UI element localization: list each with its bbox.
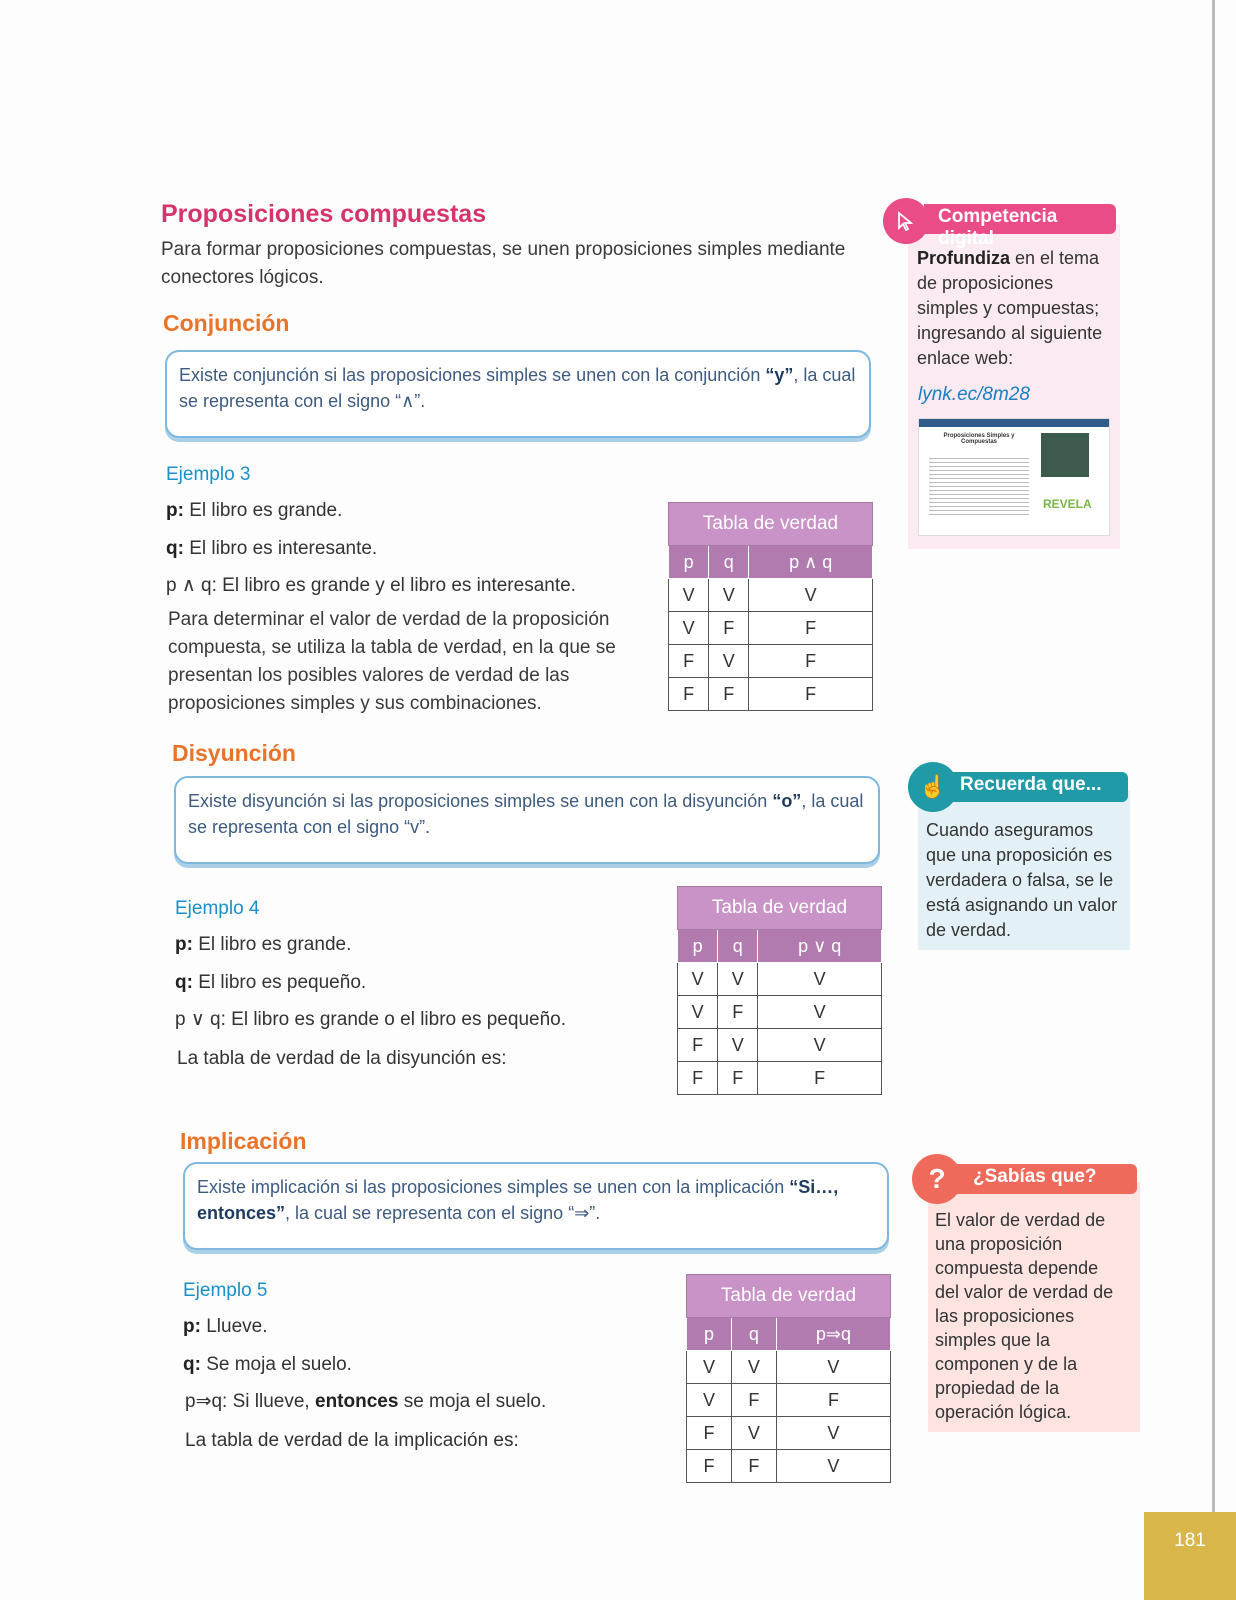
- thumb-title: Proposiciones Simples y Compuestas: [943, 433, 1015, 445]
- table-row: [678, 1062, 882, 1095]
- table-cell: F: [749, 678, 873, 711]
- table-cell: F: [678, 1062, 718, 1095]
- web-thumbnail[interactable]: [918, 418, 1110, 536]
- table-header-cell: p ∧ q: [749, 546, 873, 579]
- table-cell: V: [687, 1351, 732, 1384]
- table-cell: F: [678, 1029, 718, 1062]
- recuerda-text: Cuando aseguramos que una proposición es verdadera o falsa, se le está asignando un valor de verdad.: [926, 820, 1118, 940]
- thumb-logo: REVELA: [1043, 497, 1092, 511]
- page-edge: [1212, 0, 1215, 1600]
- hand-icon: ☝: [908, 762, 958, 812]
- example-4-pq: p ∨ q: El libro es grande o el libro es pequeño.: [175, 1009, 566, 1030]
- table-row: [669, 678, 873, 711]
- table-caption: Tabla de verdad: [669, 503, 873, 546]
- table-cell: V: [678, 996, 718, 1029]
- table-cell: V: [776, 1417, 890, 1450]
- disyuncion-heading: Disyunción: [172, 740, 296, 766]
- competencia-digital-link[interactable]: lynk.ec/8m28: [918, 384, 1030, 405]
- table-row: [678, 963, 882, 996]
- example-3-explanation: Para determinar el valor de verdad de la proposición compuesta, se utiliza la tabla de verdad, en la que se presentan los posibles valores de verdad de las proposiciones simples y sus combinaciones.: [168, 609, 616, 714]
- truth-table-implicacion: [686, 1274, 891, 1483]
- table-row: [678, 996, 882, 1029]
- example-3-pq: p ∧ q: El libro es grande y el libro es interesante.: [166, 575, 576, 596]
- table-caption: Tabla de verdad: [678, 887, 882, 930]
- example-3-q: q: El libro es interesante.: [166, 538, 378, 559]
- table-cell: V: [709, 579, 749, 612]
- table-row: [687, 1450, 891, 1483]
- table-cell: V: [718, 963, 758, 996]
- recuerda-tag: Recuerda que...: [948, 772, 1128, 802]
- table-cell: V: [718, 1029, 758, 1062]
- table-row: [678, 1029, 882, 1062]
- page-title: Proposiciones compuestas: [161, 200, 487, 228]
- implicacion-definition: [183, 1162, 889, 1250]
- table-caption: Tabla de verdad: [687, 1275, 891, 1318]
- table-row: [687, 1417, 891, 1450]
- intro-text: Para formar proposiciones compuestas, se unen proposiciones simples mediante conectores lógicos.: [161, 239, 846, 288]
- table-row: [669, 579, 873, 612]
- competencia-digital-text: Profundiza en el tema de proposiciones simples y compuestas; ingresando al siguiente enlace web:: [917, 248, 1103, 368]
- table-header-cell: q: [731, 1318, 776, 1351]
- thumb-book-image: [1041, 433, 1089, 477]
- table-cell: V: [687, 1384, 732, 1417]
- table-cell: F: [709, 678, 749, 711]
- example-4-label: Ejemplo 4: [175, 898, 260, 919]
- example-5-q: q: Se moja el suelo.: [183, 1354, 352, 1375]
- cursor-icon: [883, 198, 929, 244]
- example-3-p: p: El libro es grande.: [166, 500, 343, 521]
- table-cell: V: [758, 963, 882, 996]
- table-cell: F: [749, 645, 873, 678]
- table-cell: F: [687, 1450, 732, 1483]
- table-cell: V: [758, 996, 882, 1029]
- table-cell: F: [709, 612, 749, 645]
- implicacion-heading: Implicación: [180, 1128, 307, 1154]
- def-keyword: “y”: [765, 365, 794, 385]
- table-cell: V: [776, 1351, 890, 1384]
- example-5-label: Ejemplo 5: [183, 1280, 268, 1301]
- table-cell: F: [687, 1417, 732, 1450]
- example-4-p: p: El libro es grande.: [175, 934, 352, 955]
- table-header-cell: p: [669, 546, 709, 579]
- table-row: [669, 612, 873, 645]
- table-header-cell: p: [678, 930, 718, 963]
- table-cell: F: [718, 1062, 758, 1095]
- table-row: [687, 1351, 891, 1384]
- def-text: , la cual se representa con el signo “v”.: [188, 791, 864, 837]
- thumb-header-bar: [919, 419, 1109, 427]
- table-cell: F: [669, 678, 709, 711]
- table-cell: V: [669, 612, 709, 645]
- competencia-digital-tag: Competencia digital: [924, 204, 1116, 234]
- table-cell: V: [669, 579, 709, 612]
- def-text: , la cual se representa con el signo “∧”.: [179, 365, 856, 411]
- table-cell: F: [758, 1062, 882, 1095]
- def-text: Existe disyunción si las proposiciones simples se unen con la disyunción: [188, 791, 773, 811]
- table-row: [669, 645, 873, 678]
- table-cell: F: [749, 612, 873, 645]
- table-cell: V: [678, 963, 718, 996]
- def-text: Existe conjunción si las proposiciones simples se unen con la conjunción: [179, 365, 766, 385]
- example-4-explanation: La tabla de verdad de la disyunción es:: [177, 1048, 507, 1069]
- table-cell: V: [709, 645, 749, 678]
- example-5-p: p: Llueve.: [183, 1316, 268, 1337]
- table-header-cell: q: [718, 930, 758, 963]
- table-cell: F: [731, 1384, 776, 1417]
- table-cell: F: [718, 996, 758, 1029]
- conjuncion-heading: Conjunción: [163, 310, 290, 336]
- page-number: 181: [1144, 1512, 1236, 1600]
- table-cell: F: [669, 645, 709, 678]
- table-row: [687, 1384, 891, 1417]
- table-cell: F: [731, 1450, 776, 1483]
- table-cell: V: [731, 1351, 776, 1384]
- table-cell: V: [776, 1450, 890, 1483]
- truth-table-conjuncion: [668, 502, 873, 711]
- table-header-cell: p: [687, 1318, 732, 1351]
- table-header-cell: p⇒q: [776, 1318, 890, 1351]
- truth-table-disyuncion: [677, 886, 882, 1095]
- example-5-pq: p⇒q: Si llueve, entonces se moja el suelo.: [185, 1391, 547, 1412]
- thumb-text-lines: [929, 455, 1029, 515]
- example-5-explanation: La tabla de verdad de la implicación es:: [185, 1430, 519, 1451]
- table-header-cell: q: [709, 546, 749, 579]
- example-3-label: Ejemplo 3: [166, 464, 251, 485]
- def-keyword: “Si…, entonces”: [197, 1177, 839, 1223]
- def-keyword: “o”: [772, 791, 802, 811]
- sabias-text: El valor de verdad de una proposición compuesta depende del valor de verdad de las proposiciones simples que la componen y de la propiedad de la operación lógica.: [935, 1210, 1114, 1422]
- table-cell: V: [749, 579, 873, 612]
- def-text: Existe implicación si las proposiciones simples se unen con la implicación: [197, 1177, 790, 1197]
- table-header-cell: p ∨ q: [758, 930, 882, 963]
- table-cell: V: [758, 1029, 882, 1062]
- table-cell: F: [776, 1384, 890, 1417]
- disyuncion-definition: [174, 776, 880, 864]
- conjuncion-definition: [165, 350, 871, 438]
- def-text: , la cual se representa con el signo “⇒”.: [285, 1203, 601, 1223]
- table-cell: V: [731, 1417, 776, 1450]
- question-icon: ?: [912, 1154, 962, 1204]
- sabias-tag: ¿Sabías que?: [955, 1164, 1137, 1194]
- example-4-q: q: El libro es pequeño.: [175, 972, 367, 993]
